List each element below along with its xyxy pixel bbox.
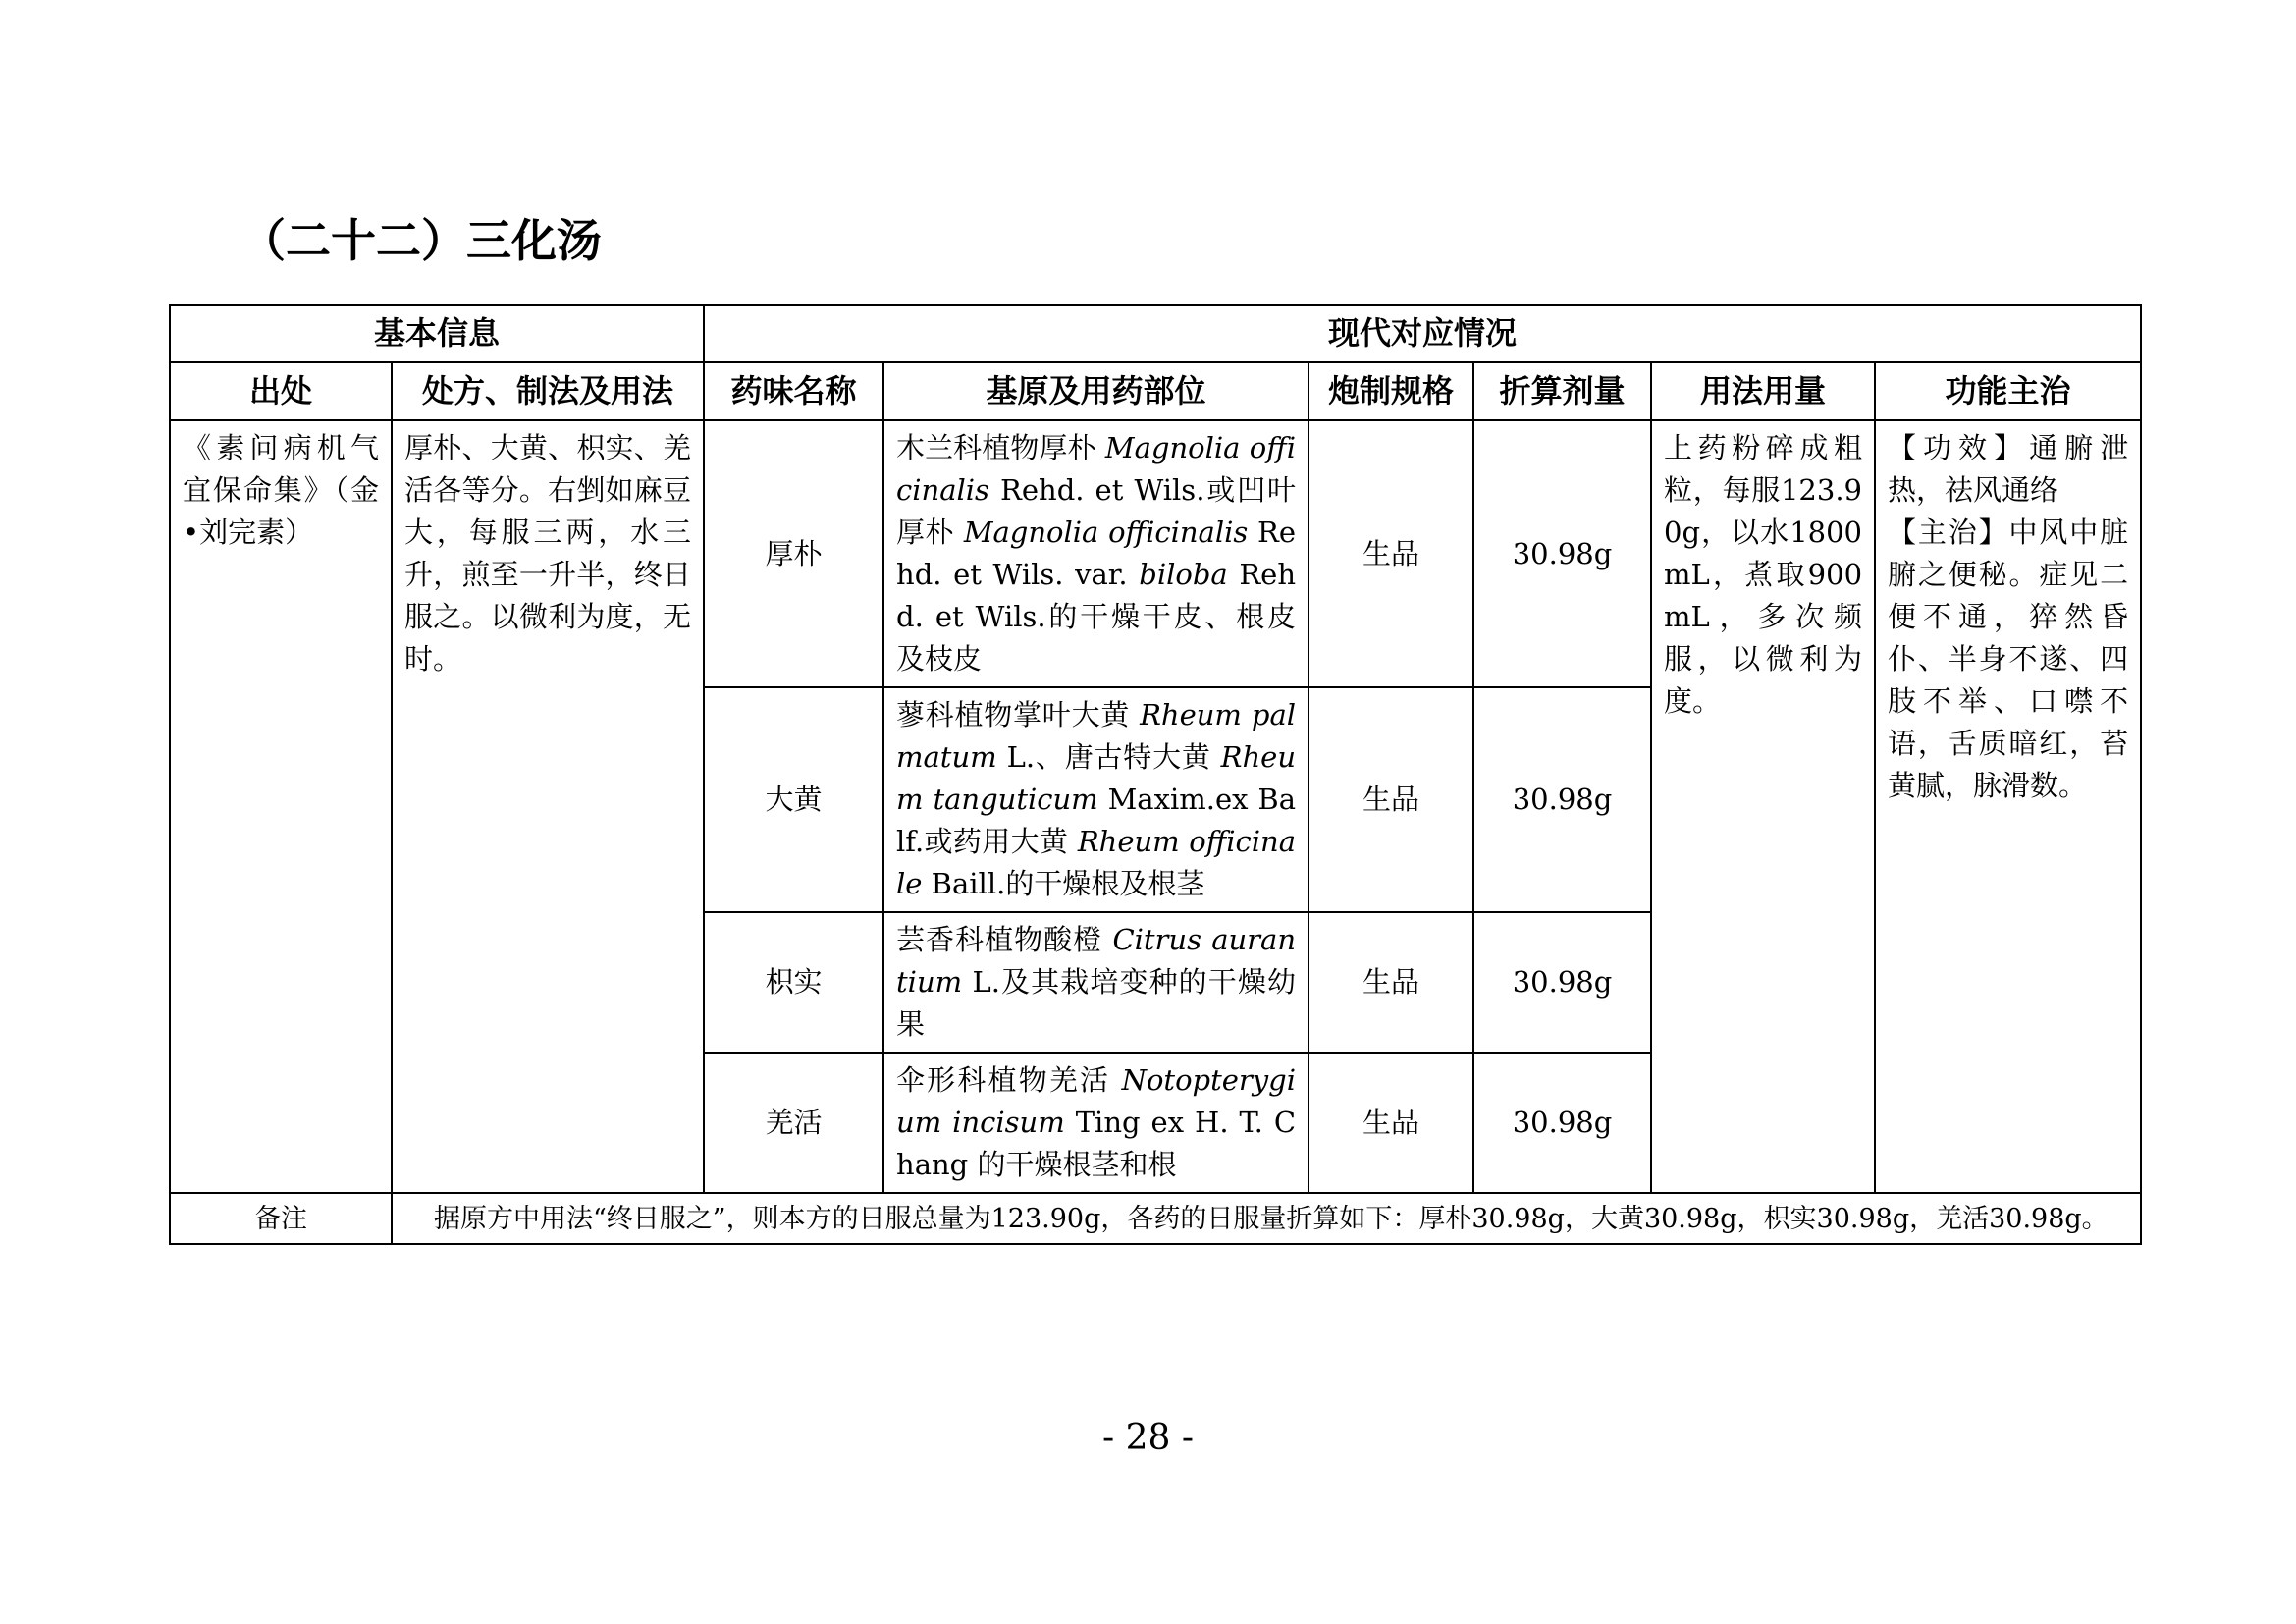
origin-cell — [883, 912, 1308, 1053]
note-text: 据原方中用法“终日服之”，则本方的日服总量为123.90g，各药的日服量折算如下：厚朴30.98g，大黄30.98g，枳实30.98g，羌活30.98g。 — [392, 1193, 2141, 1244]
dosage-cell: 30.98g — [1473, 1053, 1651, 1193]
latin-name: biloba — [1139, 558, 1228, 591]
header-dosage: 折算剂量 — [1473, 362, 1651, 420]
processing-cell: 生品 — [1308, 912, 1473, 1053]
header-herb-name: 药味名称 — [704, 362, 883, 420]
processing-cell: 生品 — [1308, 420, 1473, 687]
header-source: 出处 — [170, 362, 392, 420]
header-origin: 基原及用药部位 — [883, 362, 1308, 420]
page-number: - 28 - — [1101, 1418, 1195, 1458]
source-cell: 《素问病机气宜保命集》（金•刘完素） — [170, 420, 392, 1193]
dosage-cell: 30.98g — [1473, 420, 1651, 687]
origin-text: L.、唐古特大黄 — [996, 740, 1221, 774]
header-modern-correspondence: 现代对应情况 — [704, 305, 2141, 362]
header-basic-info: 基本信息 — [170, 305, 704, 362]
origin-text: 伞形科植物羌活 — [896, 1063, 1122, 1097]
table-row — [170, 420, 2141, 687]
header-processing: 炮制规格 — [1308, 362, 1473, 420]
latin-name: Magnolia officinalis — [963, 515, 1249, 549]
prescription-cell: 厚朴、大黄、枳实、羌活各等分。右剉如麻豆大，每服三两，水三升，煎至一升半，终日服之。以微利为度，无时。 — [392, 420, 704, 1193]
efficacy-text: 通腑泄热，祛风通络 — [1888, 431, 2129, 507]
latin-name: Notopterygium incisum — [896, 1063, 1297, 1139]
indication-text: 中风中脏腑之便秘。症见二便不通，猝然昏仆、半身不遂、四肢不举、口噤不语，舌质暗红，苔黄腻，脉滑数。 — [1888, 515, 2129, 802]
origin-text: Rehd. et Wils.的干燥干皮、根皮及枝皮 — [896, 558, 1297, 676]
dosage-cell: 30.98g — [1473, 912, 1651, 1053]
processing-cell: 生品 — [1308, 1053, 1473, 1193]
efficacy-label: 【功效】 — [1888, 431, 2030, 464]
note-row — [170, 1193, 2141, 1244]
origin-text: L.及其栽培变种的干燥幼果 — [896, 965, 1297, 1041]
origin-cell — [883, 1053, 1308, 1193]
origin-text: Ting ex H. T. Chang 的干燥根茎和根 — [896, 1106, 1297, 1181]
header-prescription: 处方、制法及用法 — [392, 362, 704, 420]
herb-name-cell: 厚朴 — [704, 420, 883, 687]
latin-name: Rheum palmatum — [896, 698, 1297, 774]
latin-name: Magnolia officinalis — [896, 431, 1297, 507]
origin-text: 蓼科植物掌叶大黄 — [896, 698, 1141, 731]
herb-name-cell: 枳实 — [704, 912, 883, 1053]
formula-table — [169, 304, 2142, 1245]
processing-cell: 生品 — [1308, 687, 1473, 912]
origin-text: Maxim.ex Balf.或药用大黄 — [896, 783, 1297, 858]
origin-text: Baill.的干燥根及根茎 — [922, 867, 1205, 900]
latin-name: Rheum tanguticum — [896, 740, 1297, 816]
herb-name-cell: 大黄 — [704, 687, 883, 912]
latin-name: Citrus aurantium — [896, 923, 1297, 999]
usage-cell: 上药粉碎成粗粒，每服123.90g，以水1800mL，煮取900mL，多次频服，以微利为度。 — [1651, 420, 1875, 1193]
function-cell — [1875, 420, 2141, 1193]
origin-text: Rehd. et Wils.或凹叶厚朴 — [896, 473, 1297, 549]
indication-label: 【主治】 — [1888, 515, 2009, 549]
dosage-cell: 30.98g — [1473, 687, 1651, 912]
origin-text: 芸香科植物酸橙 — [896, 923, 1113, 956]
header-function: 功能主治 — [1875, 362, 2141, 420]
origin-cell — [883, 687, 1308, 912]
origin-cell — [883, 420, 1308, 687]
latin-name: Rheum officinale — [896, 825, 1297, 900]
origin-text: Rehd. et Wils. var. — [896, 515, 1297, 591]
origin-text: 木兰科植物厚朴 — [896, 431, 1105, 464]
page-title: （二十二）三化汤 — [240, 214, 602, 267]
header-usage: 用法用量 — [1651, 362, 1875, 420]
note-label: 备注 — [170, 1193, 392, 1244]
herb-name-cell: 羌活 — [704, 1053, 883, 1193]
